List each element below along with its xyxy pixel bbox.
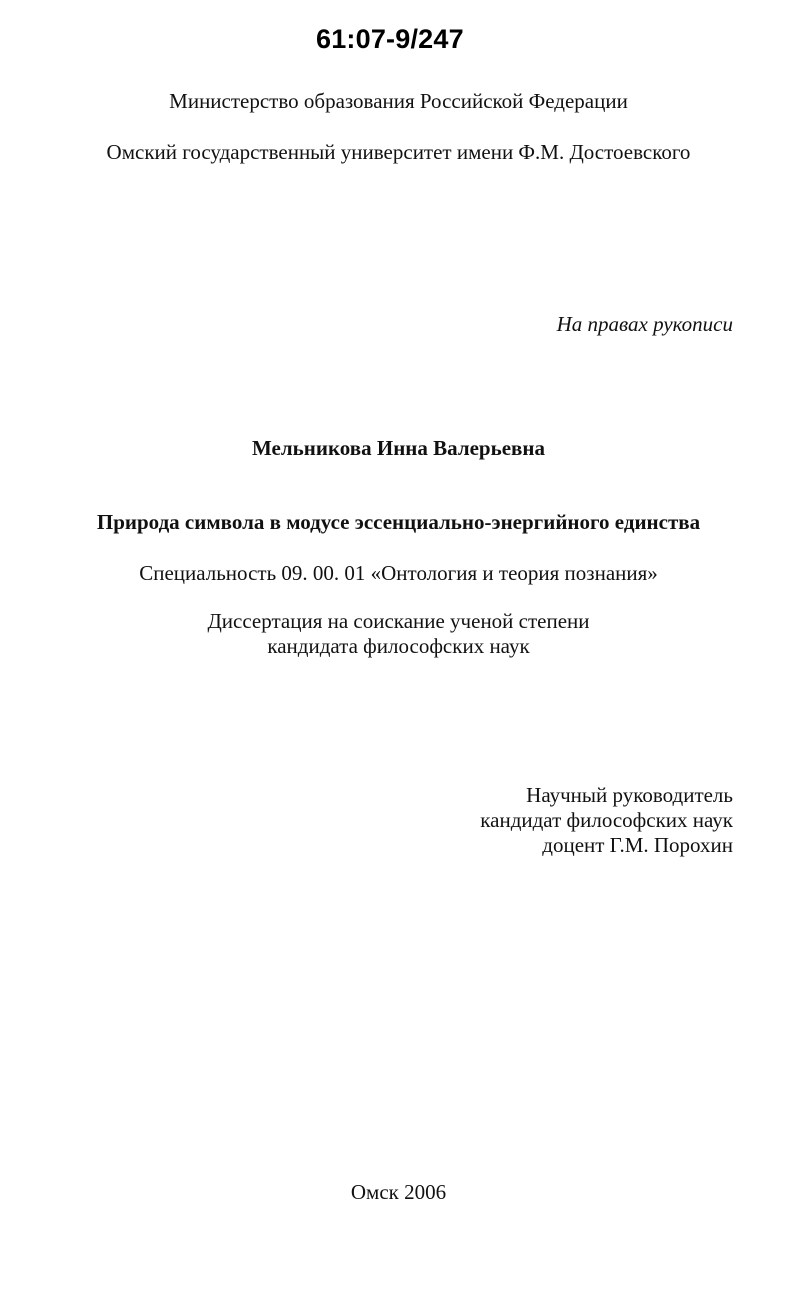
- supervisor-name: доцент Г.М. Порохин: [542, 833, 733, 857]
- degree-statement-line-1: Диссертация на соискание ученой степени: [207, 609, 590, 633]
- degree-statement: [0, 609, 797, 659]
- author-name: Мельникова Инна Валерьевна: [252, 436, 545, 460]
- city-year: Омск 2006: [350, 1180, 447, 1204]
- specialty-line: Специальность 09. 00. 01 «Онтология и теория познания»: [139, 561, 658, 585]
- degree-statement-line-2: кандидата философских наук: [267, 634, 530, 658]
- ministry-heading: Министерство образования Российской Федерации: [169, 89, 628, 113]
- supervisor-degree: кандидат философских наук: [480, 808, 733, 832]
- university-heading: Омский государственный университет имени Ф.М. Достоевского: [106, 140, 691, 164]
- supervisor-block: [480, 783, 733, 858]
- supervisor-role: Научный руководитель: [526, 783, 733, 807]
- catalog-number: 61:07-9/247: [316, 24, 464, 54]
- rights-note: На правах рукописи: [556, 312, 733, 336]
- dissertation-title: Природа символа в модусе эссенциально-энергийного единства: [96, 510, 701, 534]
